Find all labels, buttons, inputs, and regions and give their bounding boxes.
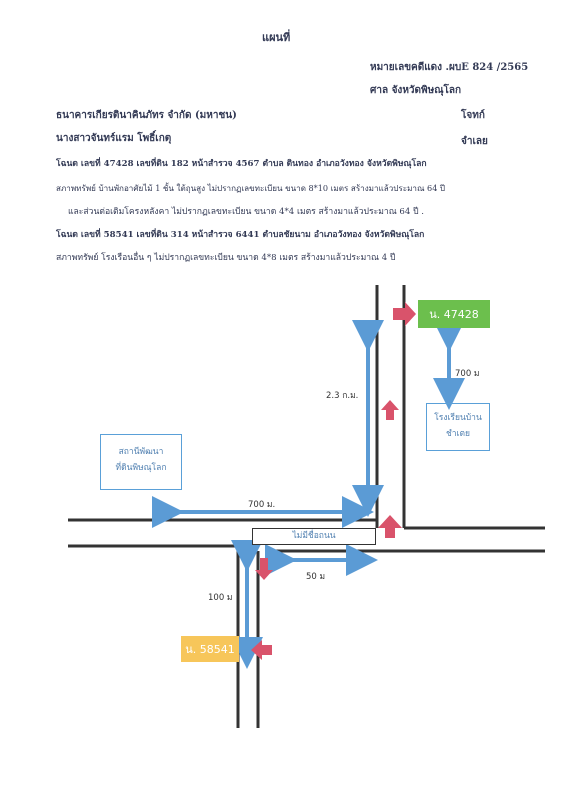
landmark-school-line-2: ชำเตย <box>446 429 470 439</box>
case-number: หมายเลขคดีแดง .ผบE 824 /2565 <box>370 62 529 73</box>
court-name: ศาล จังหวัดพิษณุโลก <box>370 85 462 96</box>
property-line-5: สภาพทรัพย์ โรงเรือนอื่น ๆ ไม่ปรากฏเลขทะเบียน ขนาด 4*8 เมตร สร้างมาแล้วประมาณ 4 ปี <box>56 253 396 263</box>
landmark-school-line-1: โรงเรียนบ้าน <box>434 413 482 423</box>
defendant-name: นางสาวจันทร์แรม โพธิ์เกตุ <box>56 133 172 144</box>
landmark-land-office-line-1: สถานีพัฒนา <box>118 447 164 457</box>
plot-47428-label: น. 47428 <box>418 300 490 328</box>
distance-label-south-east: 50 ม <box>306 572 326 582</box>
property-line-1: โฉนด เลขที่ 47428 เลขที่ดิน 182 หน้าสำรวจ 4567 ตำบล ดินทอง อำเภอวังทอง จังหวัดพิษณุโลก <box>56 159 427 169</box>
landmark-land-office-line-2: ที่ดินพิษณุโลก <box>115 463 167 473</box>
distance-label-vertical-road: 2.3 ก.ม. <box>326 391 359 401</box>
property-line-2: สภาพทรัพย์ บ้านพักอาศัยไม้ 1 ชั้น ใต้ถุนสูง ไม่ปรากฏเลขทะเบียน ขนาด 8*10 เมตร สร้างมาแล้วประมาณ 64 ปี <box>56 183 446 193</box>
landmark-school <box>426 403 490 451</box>
distance-label-school: 700 ม <box>455 369 480 379</box>
plaintiff-role: โจทก์ <box>461 110 485 121</box>
defendant-role: จำเลย <box>461 136 488 147</box>
property-line-4: โฉนด เลขที่ 58541 เลขที่ดิน 314 หน้าสำรวจ 6441 ตำบลชัยนาม อำเภอวังทอง จังหวัดพิษณุโลก <box>56 230 425 240</box>
road-name-label: ไม่มีชื่อถนน <box>252 528 376 545</box>
plot-58541-label: น. 58541 <box>181 636 239 662</box>
plaintiff-name: ธนาคารเกียรตินาคินภัทร จำกัด (มหาชน) <box>56 110 237 121</box>
landmark-land-office <box>100 434 182 490</box>
arrow-to-plot-2 <box>251 640 272 660</box>
distance-label-south: 100 ม <box>208 593 233 603</box>
property-line-3: และส่วนต่อเติมโครงหลังคา ไม่ปรากฏเลขทะเบียน ขนาด 4*4 เมตร สร้างมาแล้วประมาณ 64 ปี . <box>68 207 425 217</box>
arrow-north-1 <box>381 400 399 420</box>
distance-label-west: 700 ม. <box>248 500 276 510</box>
arrow-north-2 <box>378 515 402 538</box>
page-title: แผนที่ <box>262 31 291 44</box>
